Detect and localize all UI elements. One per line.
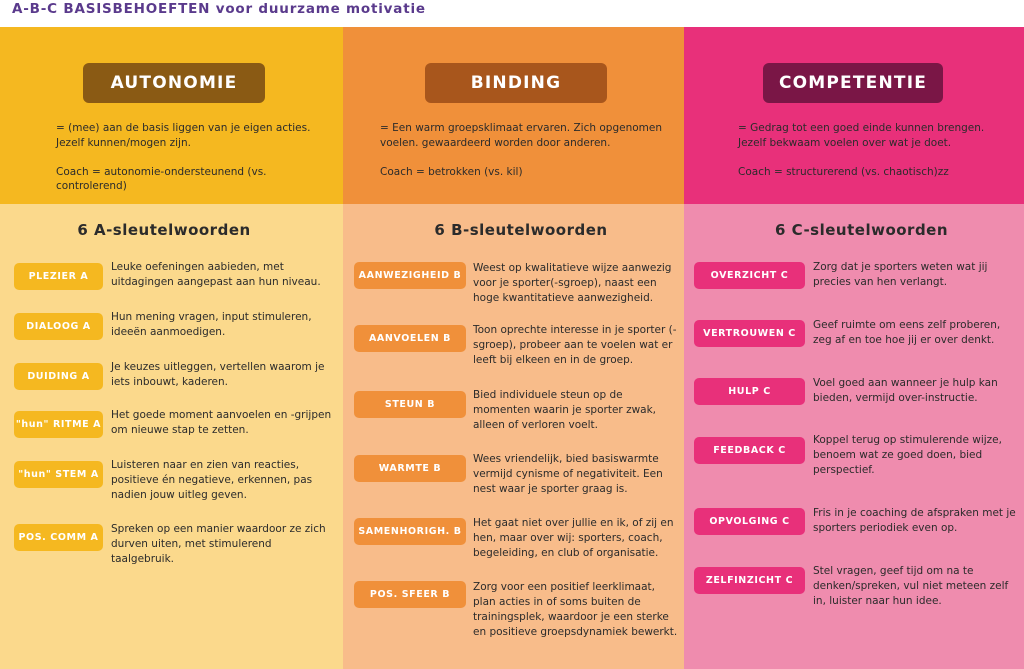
keyword-text: Zorg voor een positief leerklimaat, plan acties in of soms buiten de trainingsplek, waardoor je een sterke en positieve groepsdynamiek bewerkt. xyxy=(473,581,678,638)
description-coach: Coach = autonomie-ondersteunend (vs. controlerend) xyxy=(56,165,267,192)
keyword-text: Het gaat niet over jullie en ik, of zij en hen, maar over wij: sporters, coach, begeleiding, en club of organisatie. xyxy=(473,517,674,559)
keyword-tag: POS. SFEER B xyxy=(354,581,466,608)
keyword-text: Bied individuele steun op de momenten waarin je sporter zwak, alleen of verloren voelt. xyxy=(473,389,657,431)
keyword-text: Stel vragen, geef tijd om na te denken/spreken, vul niet meteen zelf in, luister naar hun idee. xyxy=(813,565,1009,607)
autonomie-description xyxy=(56,121,326,208)
description-coach: Coach = structurerend (vs. chaotisch)zz xyxy=(738,165,949,178)
keyword-tag: ZELFINZICHT C xyxy=(694,567,805,594)
keyword-tag: OVERZICHT C xyxy=(694,262,805,289)
description-definition: = Een warm groepsklimaat ervaren. Zich opgenomen voelen. gewaardeerd worden door anderen. xyxy=(380,122,662,149)
keyword-text: Luisteren naar en zien van reacties, positieve én negatieve, erkennen, pas nadien jouw uitleg geven. xyxy=(111,459,313,501)
keyword-tag: PLEZIER A xyxy=(14,263,103,290)
keyword-tag: OPVOLGING C xyxy=(694,508,805,535)
keyword-tag: VERTROUWEN C xyxy=(694,320,805,347)
section-title: 6 C-sleutelwoorden xyxy=(774,221,949,239)
keyword-tag: "hun" RITME A xyxy=(14,411,103,438)
keyword-tag: SAMENHORIGH. B xyxy=(354,518,466,545)
autonomie-header: AUTONOMIE xyxy=(83,63,265,103)
keyword-text: Zorg dat je sporters weten wat jij precies van hen verlangt. xyxy=(813,261,988,288)
description-definition: = (mee) aan de basis liggen van je eigen acties. Jezelf kunnen/mogen zijn. xyxy=(56,122,311,149)
keyword-tag: AANWEZIGHEID B xyxy=(354,262,466,289)
competentie-description xyxy=(738,121,1013,194)
keyword-tag: "hun" STEM A xyxy=(14,461,103,488)
column-autonomie xyxy=(0,27,343,669)
keyword-text: Hun mening vragen, input stimuleren, ideeën aanmoedigen. xyxy=(111,311,312,338)
column-competentie xyxy=(684,27,1024,669)
description-definition: = Gedrag tot een goed einde kunnen brengen. Jezelf bekwaam voelen over wat je doet. xyxy=(738,122,985,149)
section-title: 6 A-sleutelwoorden xyxy=(77,221,251,239)
keyword-text: Weest op kwalitatieve wijze aanwezig voor je sporter(-sgroep), naast een hoge kwantitatieve aanwezigheid. xyxy=(473,262,672,304)
keyword-text: Voel goed aan wanneer je hulp kan bieden, vermijd over-instructie. xyxy=(813,377,998,404)
keyword-tag: AANVOELEN B xyxy=(354,325,466,352)
keyword-text: Wees vriendelijk, bied basiswarmte vermijd cynisme of negativiteit. Een nest waar je sporter graag is. xyxy=(473,453,663,495)
column-binding xyxy=(343,27,684,669)
keyword-tag: STEUN B xyxy=(354,391,466,418)
keyword-tag: FEEDBACK C xyxy=(694,437,805,464)
keyword-text: Spreken op een manier waardoor ze zich durven uiten, met stimulerend taalgebruik. xyxy=(111,523,326,565)
page-title: A-B-C BASISBEHOEFTEN voor duurzame motivatie xyxy=(12,1,426,17)
keyword-text: Toon oprechte interesse in je sporter (-sgroep), probeer aan te voelen wat er leeft bij elkeen en in de groep. xyxy=(473,324,677,366)
competentie-header: COMPETENTIE xyxy=(763,63,943,103)
keyword-tag: POS. COMM A xyxy=(14,524,103,551)
keyword-text: Het goede moment aanvoelen en -grijpen om nieuwe stap te zetten. xyxy=(111,409,332,436)
binding-header: BINDING xyxy=(425,63,607,103)
binding-description xyxy=(380,121,670,194)
keyword-text: Geef ruimte om eens zelf proberen, zeg af en toe hoe jij er over denkt. xyxy=(813,319,1001,346)
description-coach: Coach = betrokken (vs. kil) xyxy=(380,165,523,178)
keyword-text: Koppel terug op stimulerende wijze, benoem wat ze goed doen, bied perspectief. xyxy=(813,434,1002,476)
keyword-tag: HULP C xyxy=(694,378,805,405)
section-title: 6 B-sleutelwoorden xyxy=(434,221,608,239)
keyword-text: Leuke oefeningen aabieden, met uitdagingen aangepast aan hun niveau. xyxy=(111,261,321,288)
keyword-text: Je keuzes uitleggen, vertellen waarom je iets inbouwt, kaderen. xyxy=(111,361,325,388)
keyword-tag: WARMTE B xyxy=(354,455,466,482)
keyword-tag: DIALOOG A xyxy=(14,313,103,340)
keyword-text: Fris in je coaching de afspraken met je sporters periodiek even op. xyxy=(813,507,1016,534)
keyword-tag: DUIDING A xyxy=(14,363,103,390)
